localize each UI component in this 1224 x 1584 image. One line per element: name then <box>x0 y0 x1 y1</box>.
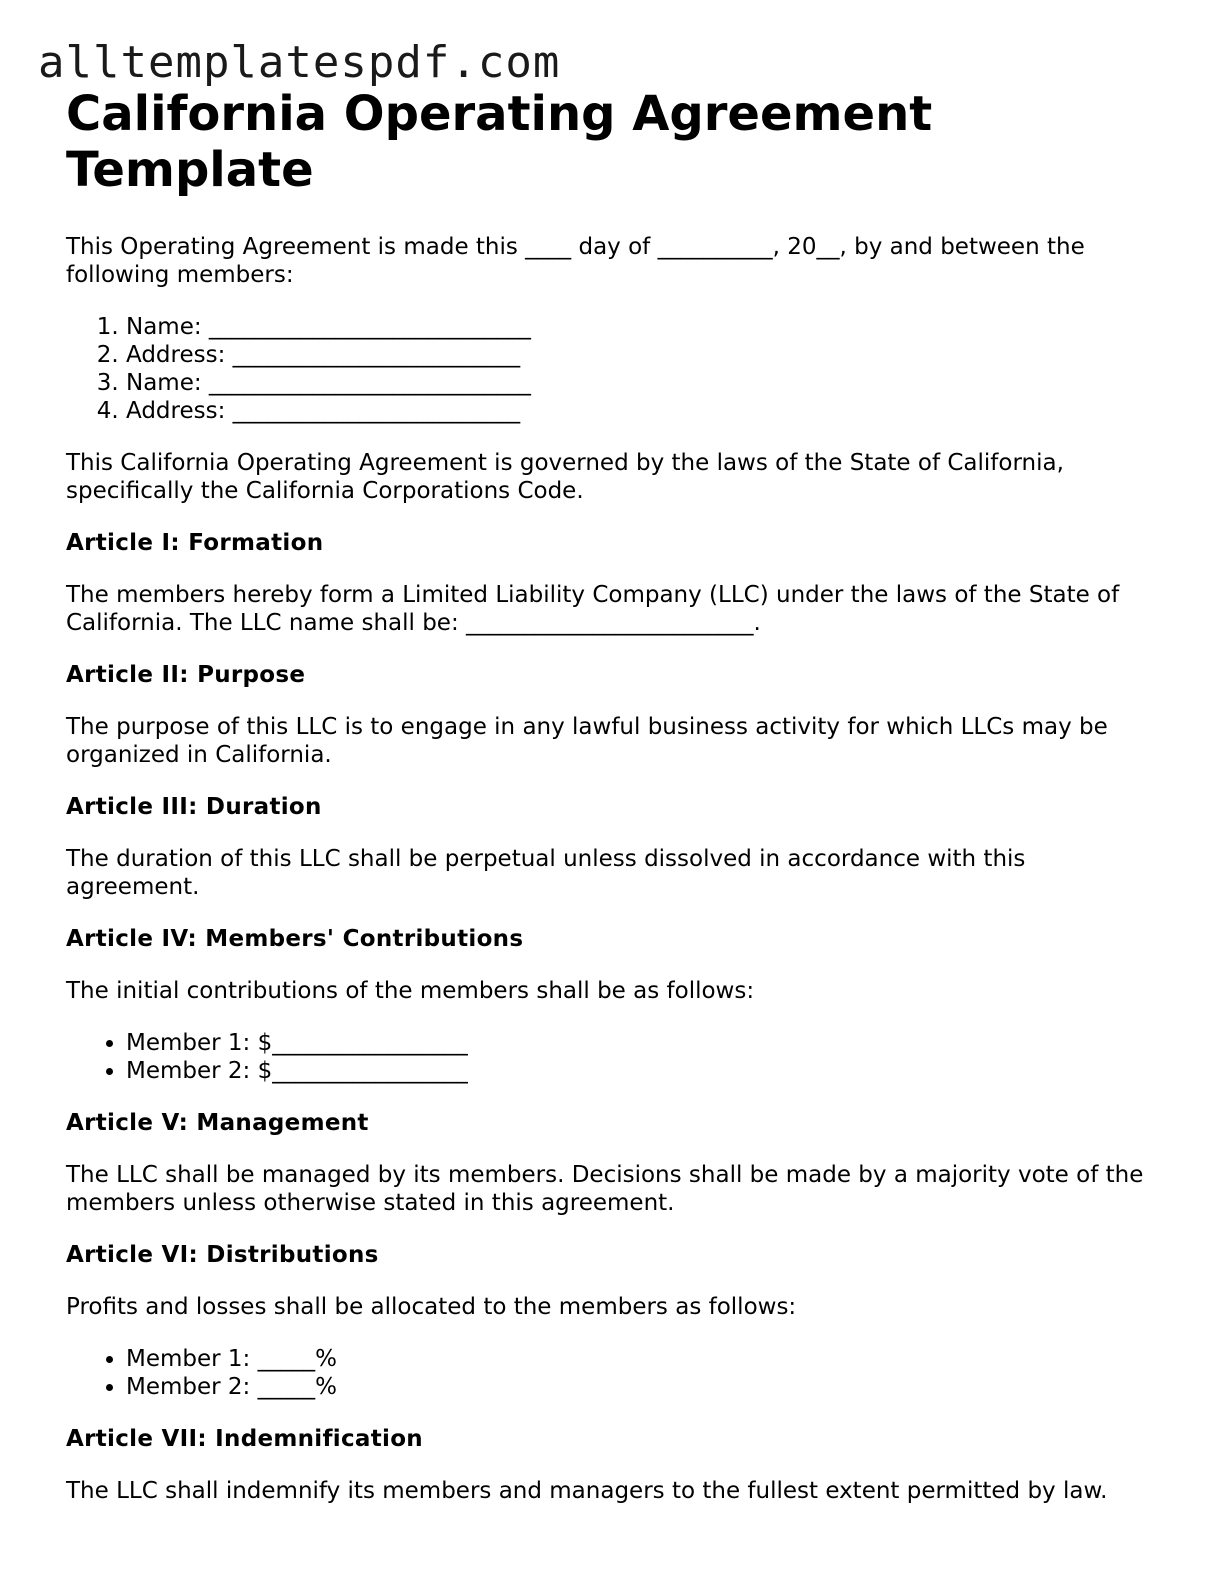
list-item: 1. Name: ____________________________ <box>126 313 1146 341</box>
members-list <box>66 313 1146 425</box>
article-2-heading: Article II: Purpose <box>66 662 306 688</box>
page-title: California Operating Agreement Template <box>66 86 933 198</box>
site-watermark: alltemplatespdf.com <box>38 37 561 88</box>
list-item: • Member 1: _____% <box>126 1345 1146 1373</box>
article-7-body: The LLC shall indemnify its members and managers to the fullest extent permitted by law. <box>66 1478 1108 1504</box>
article-3-heading: Article III: Duration <box>66 794 322 820</box>
article-3-body: The duration of this LLC shall be perpetual unless dissolved in accordance with this agreement. <box>66 846 1026 900</box>
list-item: • Member 2: $_________________ <box>126 1057 1146 1085</box>
list-item: 3. Name: ____________________________ <box>126 369 1146 397</box>
list-item: • Member 1: $_________________ <box>126 1029 1146 1057</box>
article-7-heading: Article VII: Indemnification <box>66 1426 423 1452</box>
contributions-list <box>66 1029 1146 1085</box>
article-6-body: Profits and losses shall be allocated to the members as follows: <box>66 1294 797 1320</box>
article-5-heading: Article V: Management <box>66 1110 369 1136</box>
list-item: 4. Address: _________________________ <box>126 397 1146 425</box>
article-6-heading: Article VI: Distributions <box>66 1242 379 1268</box>
article-1-body: The members hereby form a Limited Liability Company (LLC) under the laws of the State of California. The LLC name shall be: _________________________. <box>66 582 1120 636</box>
article-1-heading: Article I: Formation <box>66 530 324 556</box>
article-5-body: The LLC shall be managed by its members. Decisions shall be made by a majority vote of the members unless otherwise stated in this agreement. <box>66 1162 1144 1216</box>
document-page <box>66 86 1146 1529</box>
governing-law-paragraph: This California Operating Agreement is governed by the laws of the State of California, specifically the California Corporations Code. <box>66 450 1064 504</box>
article-4-body: The initial contributions of the members shall be as follows: <box>66 978 755 1004</box>
intro-paragraph: This Operating Agreement is made this ____ day of __________, 20__, by and between the following members: <box>66 234 1085 288</box>
article-4-heading: Article IV: Members' Contributions <box>66 926 524 952</box>
list-item: 2. Address: _________________________ <box>126 341 1146 369</box>
article-2-body: The purpose of this LLC is to engage in any lawful business activity for which LLCs may be organized in California. <box>66 714 1108 768</box>
distributions-list <box>66 1345 1146 1401</box>
list-item: • Member 2: _____% <box>126 1373 1146 1401</box>
